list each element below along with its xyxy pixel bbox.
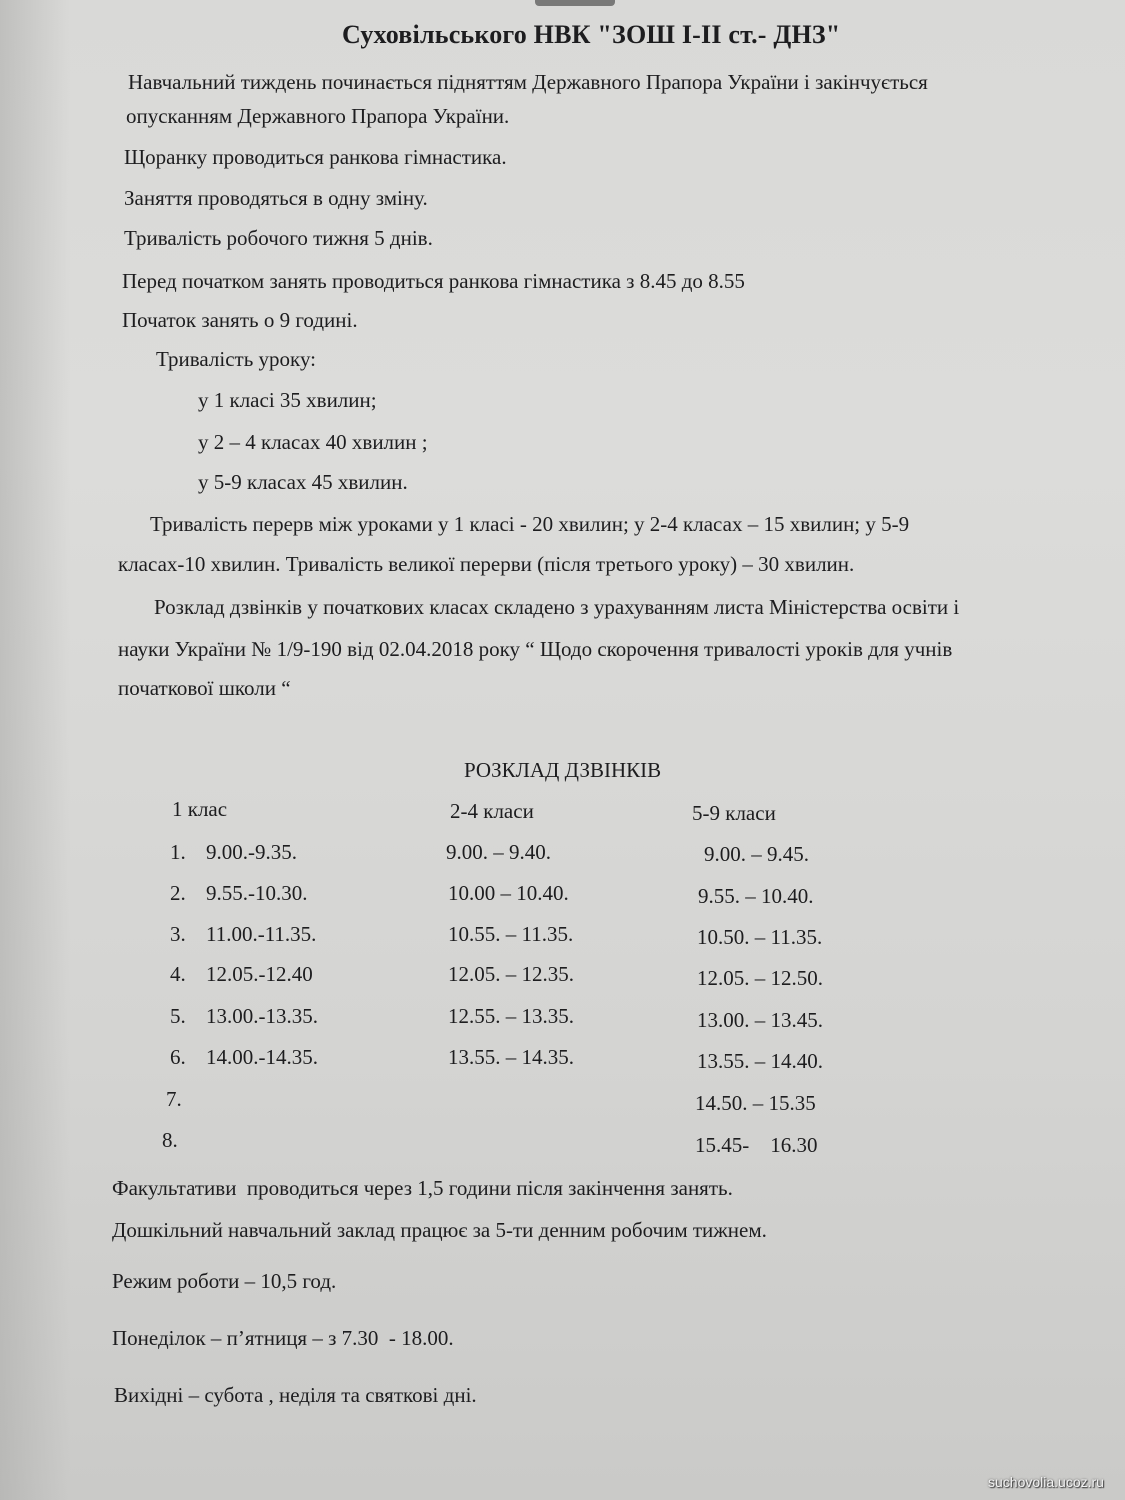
row-number: 7. (166, 1087, 182, 1111)
time-cell: 13.55. – 14.35. (448, 1045, 574, 1069)
paragraph-line: у 2 – 4 класах 40 хвилин ; (198, 430, 428, 454)
time-cell: 14.50. – 15.35 (695, 1091, 816, 1115)
row-number: 8. (162, 1128, 178, 1152)
paragraph-line: Тривалість робочого тижня 5 днів. (124, 226, 433, 250)
time-cell: 11.00.-11.35. (206, 922, 317, 946)
column-header-class-2-4: 2-4 класи (450, 799, 534, 823)
document-title: Суховільського НВК "ЗОШ I-II ст.- ДНЗ" (342, 20, 841, 49)
watermark: suchovolia.ucoz.ru (988, 1474, 1104, 1490)
column-header-class-1: 1 клас (172, 797, 228, 821)
schedule-heading: РОЗКЛАД ДЗВІНКІВ (464, 758, 662, 782)
time-cell: 13.00.-13.35. (206, 1004, 318, 1028)
paragraph-line: початкової школи “ (118, 676, 291, 700)
paragraph-line: Початок занять о 9 годині. (122, 308, 358, 332)
footer-line: Вихідні – субота , неділя та святкові дні. (114, 1383, 477, 1407)
paragraph-line: Перед початком занять проводиться ранкова гімнастика з 8.45 до 8.55 (122, 269, 745, 293)
time-cell: 15.45- 16.30 (695, 1133, 818, 1157)
row-number: 3. (170, 922, 186, 946)
row-number: 1. (170, 840, 186, 864)
time-cell: 12.05. – 12.50. (697, 966, 823, 990)
row-number: 4. (170, 962, 186, 986)
paragraph-line: Щоранку проводиться ранкова гімнастика. (124, 145, 507, 169)
time-cell: 12.05.-12.40 (206, 962, 313, 986)
time-cell: 10.00 – 10.40. (448, 881, 569, 905)
time-cell: 9.00. – 9.45. (704, 842, 809, 866)
footer-line: Дошкільний навчальний заклад працює за 5-ти денним робочим тижнем. (112, 1218, 767, 1242)
time-cell: 13.55. – 14.40. (697, 1049, 823, 1073)
row-number: 5. (170, 1004, 186, 1028)
paragraph-line: у 1 класі 35 хвилин; (198, 388, 377, 412)
time-cell: 9.00. – 9.40. (446, 840, 551, 864)
paragraph-line: Навчальний тиждень починається підняттям Державного Прапора України і закінчується (128, 70, 928, 94)
row-number: 6. (170, 1045, 186, 1069)
time-cell: 9.55. – 10.40. (698, 884, 814, 908)
cropped-heading-fragment (535, 0, 615, 6)
time-cell: 14.00.-14.35. (206, 1045, 318, 1069)
paragraph-line: опусканням Державного Прапора України. (126, 104, 510, 128)
page-shadow (0, 0, 70, 1500)
time-cell: 10.50. – 11.35. (697, 925, 823, 949)
time-cell: 9.00.-9.35. (206, 840, 297, 864)
footer-line: Режим роботи – 10,5 год. (112, 1269, 337, 1293)
column-header-class-5-9: 5-9 класи (692, 801, 776, 825)
time-cell: 9.55.-10.30. (206, 881, 308, 905)
paragraph-line: класах-10 хвилин. Тривалість великої перерви (після третього уроку) – 30 хвилин. (118, 552, 855, 576)
time-cell: 12.05. – 12.35. (448, 962, 574, 986)
paragraph-line: Тривалість перерв між уроками у 1 класі - 20 хвилин; у 2-4 класах – 15 хвилин; у 5-9 (150, 512, 910, 536)
paragraph-line: науки України № 1/9-190 від 02.04.2018 року “ Щодо скорочення тривалості уроків для учнів (118, 637, 953, 661)
footer-line: Факультативи проводиться через 1,5 години після закінчення занять. (112, 1176, 733, 1200)
row-number: 2. (170, 881, 186, 905)
footer-line: Понеділок – п’ятниця – з 7.30 - 18.00. (112, 1326, 454, 1350)
paragraph-line: у 5-9 класах 45 хвилин. (198, 470, 408, 494)
time-cell: 13.00. – 13.45. (697, 1008, 823, 1032)
paragraph-line: Тривалість уроку: (156, 347, 317, 371)
time-cell: 10.55. – 11.35. (448, 922, 574, 946)
paragraph-line: Розклад дзвінків у початкових класах складено з урахуванням листа Міністерства освіти і (154, 595, 960, 619)
paragraph-line: Заняття проводяться в одну зміну. (124, 186, 428, 210)
time-cell: 12.55. – 13.35. (448, 1004, 574, 1028)
